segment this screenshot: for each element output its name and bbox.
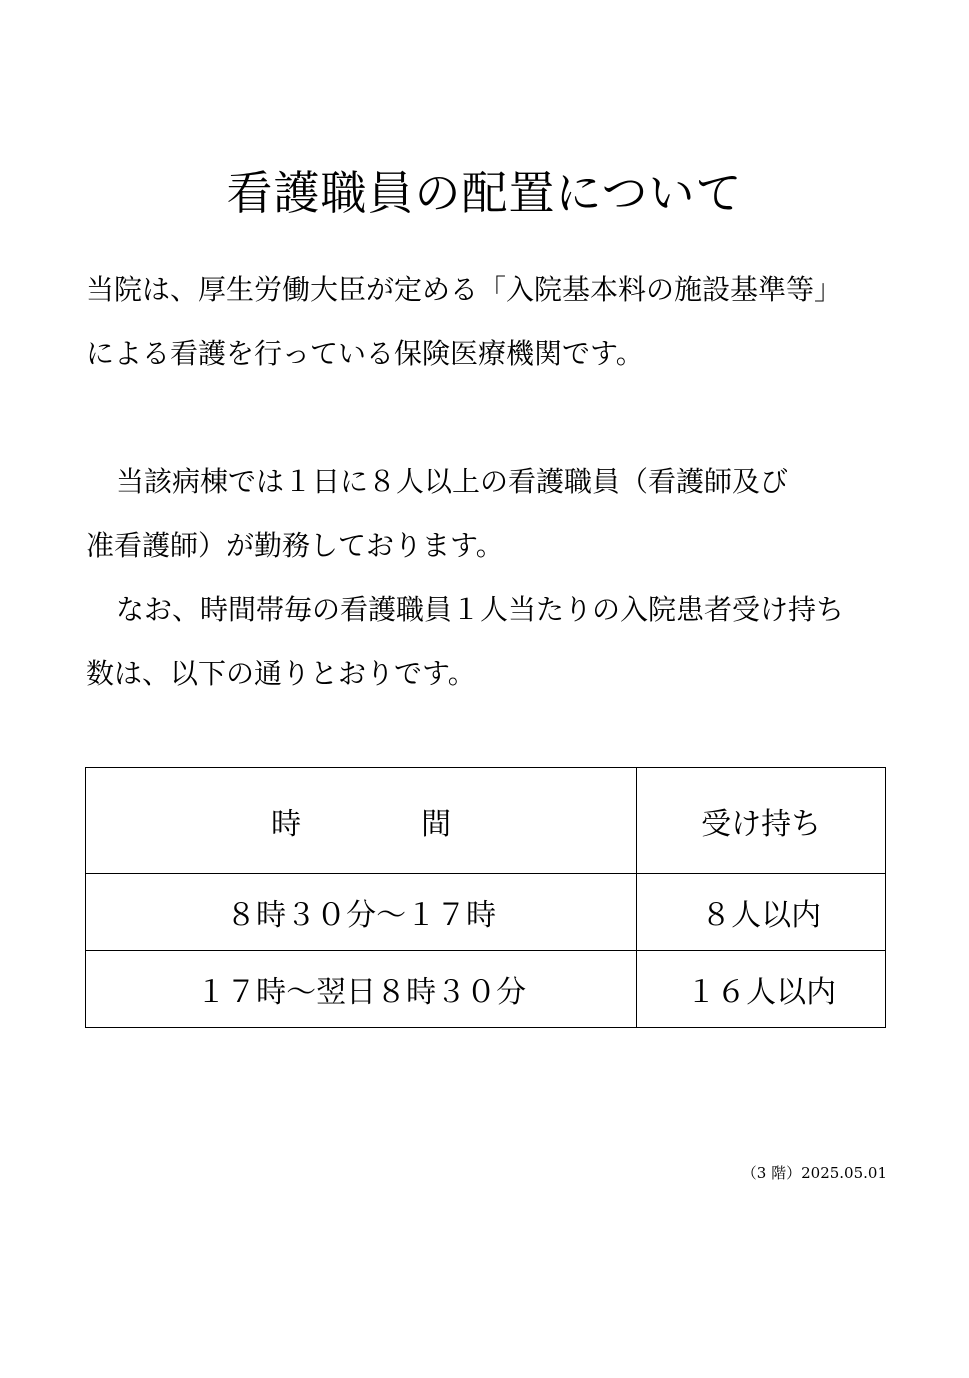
header-time-b: 間: [421, 806, 452, 842]
intro-line-1: 当院は、厚生労働大臣が定める「入院基本料の施設基準等」: [86, 273, 843, 306]
footer-note: [742, 1162, 887, 1184]
table-header-row: [86, 768, 886, 874]
staffing-table: [85, 767, 886, 1028]
header-time-cell: [86, 768, 637, 874]
staffing-paragraph: [86, 450, 896, 578]
ratio-note-paragraph: [86, 578, 896, 706]
ratio-note-line-2: 数は、以下の通りとおりです。: [86, 657, 476, 690]
staffing-line-2: 准看護師）が勤務しております。: [86, 529, 504, 562]
ratio-note-line-1: なお、時間帯毎の看護職員１人当たりの入院患者受け持ち: [116, 593, 845, 626]
page-title: 看護職員の配置について: [226, 166, 743, 220]
time-cell: ８時３０分～１７時: [86, 874, 637, 951]
ratio-cell: １６人以内: [637, 951, 886, 1028]
ratio-cell: ８人以内: [637, 874, 886, 951]
intro-paragraph: [86, 258, 896, 386]
header-ratio-cell: 受け持ち: [637, 768, 886, 874]
footer-location: （3 階）: [741, 1164, 802, 1182]
header-time-a: 時: [271, 806, 302, 842]
table-row: [86, 951, 886, 1028]
time-cell: １７時～翌日８時３０分: [86, 951, 637, 1028]
footer-date: 2025.05.01: [801, 1164, 887, 1182]
intro-line-2: による看護を行っている保険医療機関です。: [86, 337, 644, 370]
staffing-line-1: 当該病棟では１日に８人以上の看護職員（看護師及び: [116, 465, 789, 498]
table-row: [86, 874, 886, 951]
